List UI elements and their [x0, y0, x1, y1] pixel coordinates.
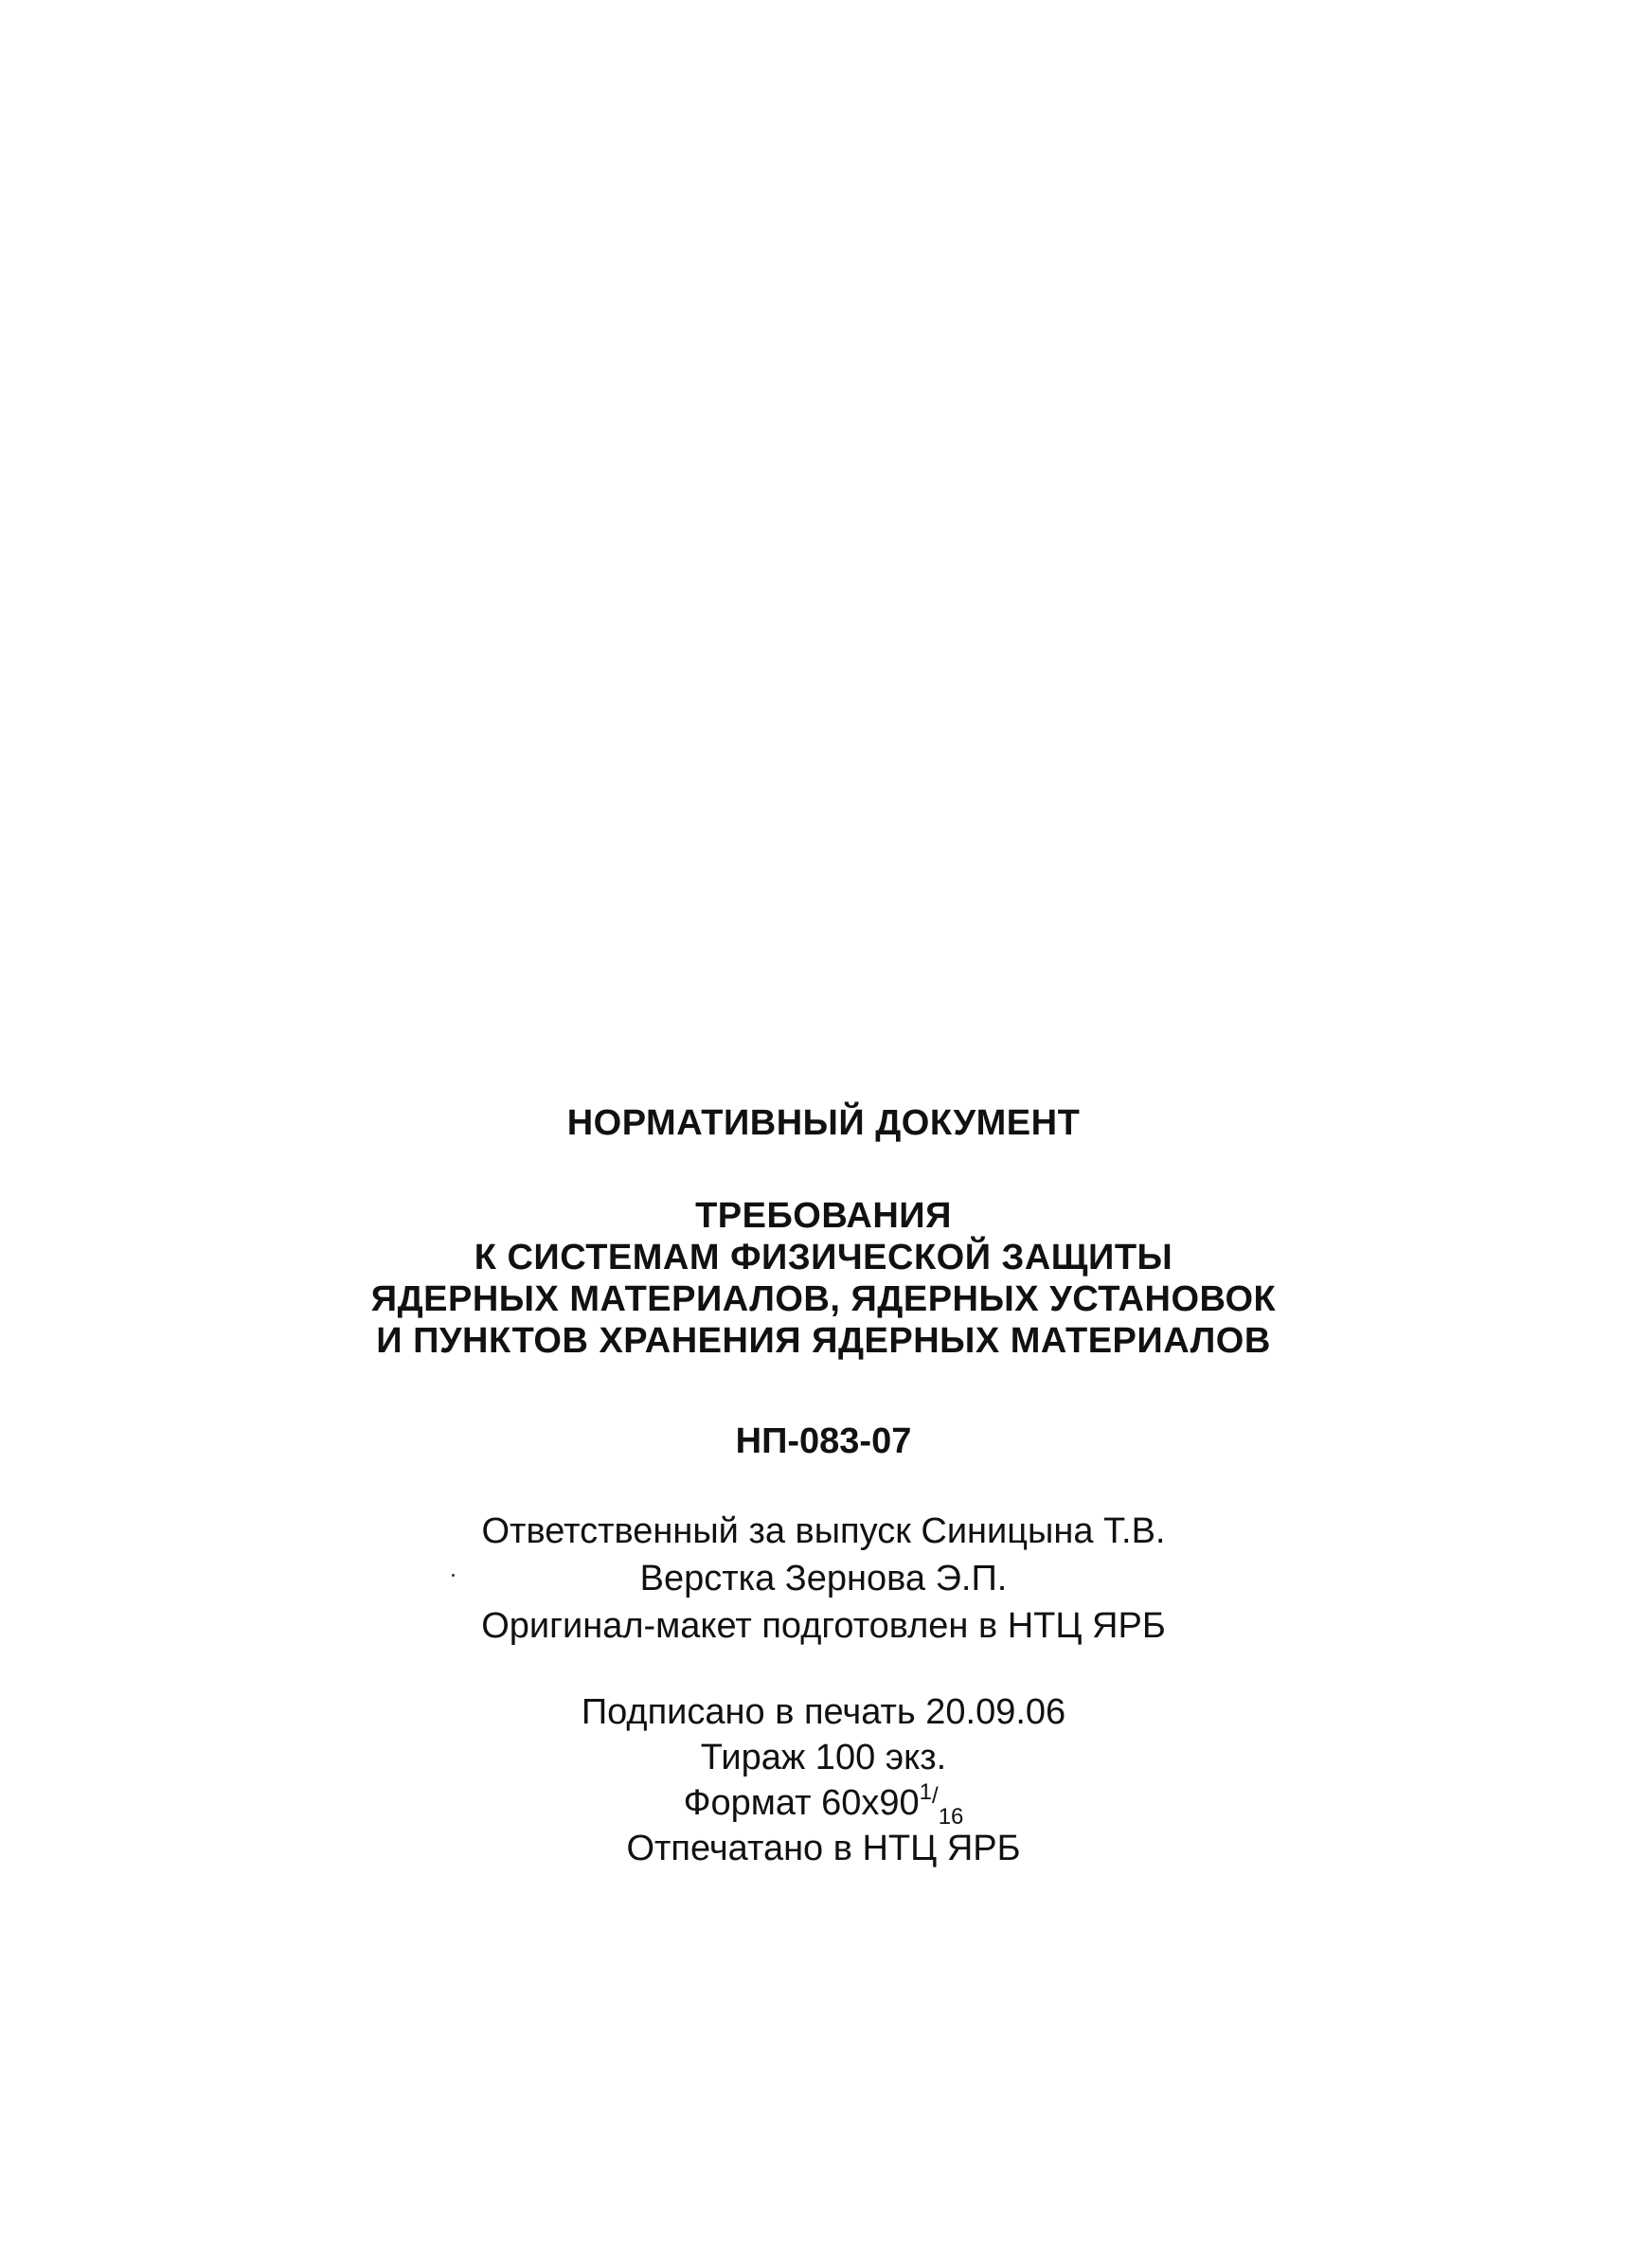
format-slash: /: [932, 1783, 939, 1809]
title-line: И ПУНКТОВ ХРАНЕНИЯ ЯДЕРНЫХ МАТЕРИАЛОВ: [376, 1321, 1271, 1361]
credit-layout: Верстка Зернова Э.П.: [639, 1559, 1008, 1598]
title-line: ТРЕБОВАНИЯ: [695, 1196, 952, 1236]
imprint-format: [0, 1779, 1647, 1830]
imprint-printed-by: Отпечатано в НТЦ ЯРБ: [626, 1829, 1021, 1868]
document-code: НП-083-07: [735, 1421, 912, 1461]
imprint-signed: Подписано в печать 20.09.06: [581, 1692, 1066, 1732]
document-type-heading: НОРМАТИВНЫЙ ДОКУМЕНТ: [566, 1103, 1081, 1143]
title-line: ЯДЕРНЫХ МАТЕРИАЛОВ, ЯДЕРНЫХ УСТАНОВОК: [370, 1279, 1277, 1319]
format-prefix: Формат 60x90: [683, 1783, 920, 1823]
credit-original: Оригинал-макет подготовлен в НТЦ ЯРБ: [481, 1606, 1166, 1646]
document-title: [0, 1195, 1647, 1362]
imprint-print-run: Тираж 100 экз.: [700, 1738, 947, 1777]
format-denominator: 16: [938, 1804, 964, 1830]
imprint: [0, 1689, 1647, 1871]
format-numerator: 1: [919, 1779, 933, 1805]
title-line: К СИСТЕМАМ ФИЗИЧЕСКОЙ ЗАЩИТЫ: [474, 1238, 1173, 1277]
credit-responsible: Ответственный за выпуск Синицына Т.В.: [481, 1511, 1166, 1551]
credits: [0, 1508, 1647, 1650]
